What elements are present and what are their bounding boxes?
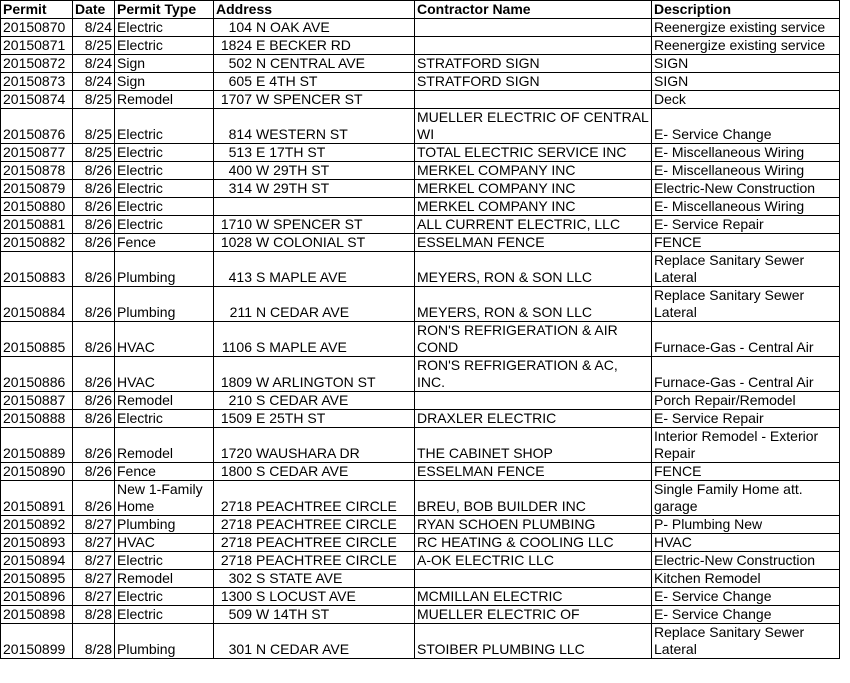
cell-address (214, 624, 415, 659)
cell-date: 8/26 (73, 322, 115, 357)
cell-permit: 20150871 (1, 37, 73, 55)
cell-date: 8/26 (73, 392, 115, 410)
cell-permit-type: Remodel (115, 91, 214, 109)
table-row (1, 552, 840, 570)
cell-address (214, 287, 415, 322)
cell-permit: 20150884 (1, 287, 73, 322)
cell-permit: 20150882 (1, 234, 73, 252)
cell-permit: 20150876 (1, 109, 73, 144)
cell-permit: 20150889 (1, 428, 73, 463)
cell-permit: 20150893 (1, 534, 73, 552)
address-number: 502 (228, 55, 252, 71)
address-street: W COLONIAL ST (256, 234, 366, 250)
cell-address (214, 357, 415, 392)
cell-address (214, 73, 415, 91)
cell-address (214, 252, 415, 287)
cell-description: E- Miscellaneous Wiring (652, 144, 840, 162)
cell-address (214, 588, 415, 606)
cell-description: FENCE (652, 234, 840, 252)
cell-permit-type: Electric (115, 180, 214, 198)
cell-permit-type: Electric (115, 144, 214, 162)
cell-permit-type: Fence (115, 463, 214, 481)
cell-address (214, 516, 415, 534)
cell-description: E- Service Change (652, 588, 840, 606)
address-number: 400 (228, 162, 252, 178)
cell-date: 8/25 (73, 144, 115, 162)
cell-address (214, 570, 415, 588)
table-row (1, 410, 840, 428)
address-street: W 29TH ST (256, 180, 330, 196)
cell-permit: 20150880 (1, 198, 73, 216)
table-row (1, 180, 840, 198)
address-street: E BECKER RD (256, 37, 351, 53)
cell-date: 8/26 (73, 410, 115, 428)
cell-description: Porch Repair/Remodel (652, 392, 840, 410)
cell-address (214, 198, 415, 216)
cell-permit: 20150896 (1, 588, 73, 606)
cell-address (214, 534, 415, 552)
cell-description: P- Plumbing New (652, 516, 840, 534)
cell-address (214, 180, 415, 198)
address-number: 211 (229, 304, 252, 320)
address-number: 2718 (220, 534, 252, 550)
cell-description: Replace Sanitary Sewer Lateral (652, 287, 840, 322)
cell-permit-type: Plumbing (115, 252, 214, 287)
cell-permit-type: Fence (115, 234, 214, 252)
cell-date: 8/26 (73, 481, 115, 516)
cell-permit: 20150894 (1, 552, 73, 570)
table-row (1, 287, 840, 322)
cell-contractor: THE CABINET SHOP (415, 428, 652, 463)
cell-contractor: STRATFORD SIGN (415, 73, 652, 91)
address-street: E 4TH ST (256, 73, 318, 89)
table-row (1, 322, 840, 357)
cell-permit: 20150883 (1, 252, 73, 287)
cell-date: 8/26 (73, 198, 115, 216)
cell-date: 8/28 (73, 606, 115, 624)
cell-permit: 20150888 (1, 410, 73, 428)
cell-permit-type: Electric (115, 552, 214, 570)
cell-permit-type: Electric (115, 216, 214, 234)
cell-permit: 20150898 (1, 606, 73, 624)
table-row (1, 234, 840, 252)
address-number: 2718 (220, 552, 252, 568)
table-row (1, 606, 840, 624)
cell-permit-type: Remodel (115, 392, 214, 410)
table-row (1, 252, 840, 287)
cell-description: Deck (652, 91, 840, 109)
cell-permit-type: Electric (115, 410, 214, 428)
cell-description: Electric-New Construction (652, 180, 840, 198)
address-street: E 25TH ST (256, 410, 326, 426)
table-row (1, 624, 840, 659)
address-number: 1800 (220, 463, 252, 479)
address-number: 1809 (220, 374, 252, 390)
header-address: Address (214, 1, 415, 19)
cell-address (214, 37, 415, 55)
cell-permit: 20150886 (1, 357, 73, 392)
address-number: 814 (228, 126, 252, 142)
cell-contractor: MERKEL COMPANY INC (415, 162, 652, 180)
address-number: 605 (228, 73, 252, 89)
cell-description: FENCE (652, 463, 840, 481)
cell-contractor: MUELLER ELECTRIC OF CENTRAL WI (415, 109, 652, 144)
address-number: 314 (228, 180, 252, 196)
table-row (1, 428, 840, 463)
table-row (1, 534, 840, 552)
cell-date: 8/26 (73, 357, 115, 392)
address-number: 1509 (220, 410, 252, 426)
cell-address (214, 428, 415, 463)
address-number: 1710 (220, 216, 252, 232)
address-street: N CEDAR AVE (256, 304, 350, 320)
header-row (1, 1, 840, 19)
cell-date: 8/26 (73, 162, 115, 180)
cell-date: 8/25 (73, 109, 115, 144)
table-row (1, 570, 840, 588)
cell-description: SIGN (652, 73, 840, 91)
address-street: W SPENCER ST (256, 216, 363, 232)
table-row (1, 55, 840, 73)
cell-description: Electric-New Construction (652, 552, 840, 570)
header-permit: Permit (1, 1, 73, 19)
table-row (1, 392, 840, 410)
cell-permit: 20150899 (1, 624, 73, 659)
cell-date: 8/26 (73, 180, 115, 198)
address-number: 2718 (220, 516, 252, 532)
cell-date: 8/27 (73, 534, 115, 552)
address-street: S CEDAR AVE (256, 463, 349, 479)
cell-permit-type: Electric (115, 19, 214, 37)
cell-permit-type: HVAC (115, 357, 214, 392)
cell-contractor (415, 570, 652, 588)
address-street: PEACHTREE CIRCLE (256, 552, 397, 568)
table-row (1, 37, 840, 55)
cell-description: Single Family Home att. garage (652, 481, 840, 516)
address-street: W 29TH ST (256, 162, 330, 178)
cell-contractor: RC HEATING & COOLING LLC (415, 534, 652, 552)
address-street: W SPENCER ST (256, 91, 363, 107)
cell-contractor: ALL CURRENT ELECTRIC, LLC (415, 216, 652, 234)
header-contractor: Contractor Name (415, 1, 652, 19)
address-number: 1707 (220, 91, 252, 107)
cell-permit: 20150891 (1, 481, 73, 516)
cell-address (214, 91, 415, 109)
cell-description: E- Service Change (652, 606, 840, 624)
cell-description: E- Miscellaneous Wiring (652, 198, 840, 216)
cell-description: Furnace-Gas - Central Air (652, 357, 840, 392)
cell-contractor: STRATFORD SIGN (415, 55, 652, 73)
address-street: PEACHTREE CIRCLE (256, 534, 397, 550)
address-number: 413 (228, 269, 252, 285)
cell-date: 8/24 (73, 73, 115, 91)
cell-permit-type: Plumbing (115, 624, 214, 659)
cell-permit-type: Electric (115, 109, 214, 144)
cell-date: 8/25 (73, 91, 115, 109)
cell-address (214, 162, 415, 180)
cell-permit-type: Plumbing (115, 516, 214, 534)
address-street: WESTERN ST (256, 126, 348, 142)
address-number: 210 (228, 392, 252, 408)
table-row (1, 216, 840, 234)
cell-contractor: MUELLER ELECTRIC OF (415, 606, 652, 624)
header-description: Description (652, 1, 840, 19)
cell-contractor: MCMILLAN ELECTRIC (415, 588, 652, 606)
cell-permit-type: HVAC (115, 534, 214, 552)
cell-permit-type: Remodel (115, 428, 214, 463)
cell-description: E- Service Repair (652, 410, 840, 428)
cell-permit: 20150892 (1, 516, 73, 534)
cell-contractor: TOTAL ELECTRIC SERVICE INC (415, 144, 652, 162)
table-row (1, 198, 840, 216)
cell-address (214, 410, 415, 428)
cell-description: Replace Sanitary Sewer Lateral (652, 252, 840, 287)
cell-permit-type: Electric (115, 606, 214, 624)
cell-permit-type: New 1-Family Home (115, 481, 214, 516)
address-number: 1028 (220, 234, 252, 250)
cell-description: HVAC (652, 534, 840, 552)
cell-permit-type: Electric (115, 588, 214, 606)
address-number: 104 (228, 19, 252, 35)
address-number: 1300 (220, 588, 252, 604)
cell-address (214, 463, 415, 481)
cell-description: Reenergize existing service (652, 19, 840, 37)
cell-contractor: DRAXLER ELECTRIC (415, 410, 652, 428)
cell-date: 8/24 (73, 19, 115, 37)
cell-description: E- Service Change (652, 109, 840, 144)
address-street: S LOCUST AVE (256, 588, 356, 604)
address-number: 513 (228, 144, 252, 160)
address-street: WAUSHARA DR (256, 445, 360, 461)
address-number: 1106 (221, 339, 252, 355)
cell-permit-type: Electric (115, 162, 214, 180)
address-number: 302 (228, 570, 252, 586)
cell-permit-type: Remodel (115, 570, 214, 588)
cell-date: 8/24 (73, 55, 115, 73)
cell-contractor: RON'S REFRIGERATION & AIR COND (415, 322, 652, 357)
cell-date: 8/27 (73, 516, 115, 534)
cell-contractor: STOIBER PLUMBING LLC (415, 624, 652, 659)
table-row (1, 516, 840, 534)
cell-contractor: RYAN SCHOEN PLUMBING (415, 516, 652, 534)
table-row (1, 73, 840, 91)
cell-contractor: MEYERS, RON & SON LLC (415, 252, 652, 287)
cell-date: 8/27 (73, 552, 115, 570)
cell-contractor (415, 91, 652, 109)
cell-contractor: BREU, BOB BUILDER INC (415, 481, 652, 516)
cell-contractor: MERKEL COMPANY INC (415, 180, 652, 198)
address-street: S MAPLE AVE (256, 339, 347, 355)
cell-description: Kitchen Remodel (652, 570, 840, 588)
table-row (1, 91, 840, 109)
cell-permit: 20150870 (1, 19, 73, 37)
address-street: S STATE AVE (256, 570, 343, 586)
cell-permit: 20150873 (1, 73, 73, 91)
cell-contractor (415, 392, 652, 410)
address-street: N CEDAR AVE (256, 641, 350, 657)
cell-contractor (415, 19, 652, 37)
cell-contractor: ESSELMAN FENCE (415, 234, 652, 252)
cell-address (214, 392, 415, 410)
cell-date: 8/27 (73, 570, 115, 588)
cell-address (214, 234, 415, 252)
table-row (1, 162, 840, 180)
address-number: 509 (228, 606, 252, 622)
cell-description: E- Service Repair (652, 216, 840, 234)
cell-contractor: RON'S REFRIGERATION & AC, INC. (415, 357, 652, 392)
cell-date: 8/26 (73, 463, 115, 481)
header-permit-type: Permit Type (115, 1, 214, 19)
cell-address (214, 55, 415, 73)
cell-address (214, 552, 415, 570)
address-number: 301 (228, 641, 252, 657)
cell-permit-type: Electric (115, 198, 214, 216)
cell-description: Replace Sanitary Sewer Lateral (652, 624, 840, 659)
cell-permit: 20150885 (1, 322, 73, 357)
table-row (1, 588, 840, 606)
address-street: PEACHTREE CIRCLE (256, 498, 397, 514)
cell-permit: 20150878 (1, 162, 73, 180)
cell-address (214, 144, 415, 162)
cell-description: E- Miscellaneous Wiring (652, 162, 840, 180)
cell-date: 8/27 (73, 588, 115, 606)
address-street: PEACHTREE CIRCLE (256, 516, 397, 532)
cell-contractor: MEYERS, RON & SON LLC (415, 287, 652, 322)
cell-date: 8/26 (73, 428, 115, 463)
cell-address (214, 481, 415, 516)
table-row (1, 481, 840, 516)
address-street: E 17TH ST (256, 144, 326, 160)
cell-permit-type: HVAC (115, 322, 214, 357)
table-row (1, 463, 840, 481)
cell-permit-type: Sign (115, 73, 214, 91)
address-street: N CENTRAL AVE (256, 55, 365, 71)
cell-date: 8/26 (73, 216, 115, 234)
cell-date: 8/26 (73, 234, 115, 252)
cell-date: 8/26 (73, 252, 115, 287)
address-number: 1720 (220, 445, 252, 461)
cell-permit-type: Electric (115, 37, 214, 55)
cell-permit: 20150881 (1, 216, 73, 234)
cell-description: SIGN (652, 55, 840, 73)
address-street: W 14TH ST (256, 606, 330, 622)
cell-permit: 20150890 (1, 463, 73, 481)
cell-address (214, 216, 415, 234)
cell-permit-type: Plumbing (115, 287, 214, 322)
cell-address (214, 606, 415, 624)
cell-permit: 20150879 (1, 180, 73, 198)
cell-permit: 20150874 (1, 91, 73, 109)
address-street: N OAK AVE (256, 19, 330, 35)
cell-permit: 20150872 (1, 55, 73, 73)
cell-permit: 20150877 (1, 144, 73, 162)
cell-permit-type: Sign (115, 55, 214, 73)
header-date: Date (73, 1, 115, 19)
table-row (1, 19, 840, 37)
address-number: 1824 (220, 37, 252, 53)
table-row (1, 109, 840, 144)
table-row (1, 144, 840, 162)
cell-description: Reenergize existing service (652, 37, 840, 55)
address-number: 2718 (220, 498, 252, 514)
cell-address (214, 109, 415, 144)
cell-date: 8/26 (73, 287, 115, 322)
cell-date: 8/28 (73, 624, 115, 659)
cell-contractor: ESSELMAN FENCE (415, 463, 652, 481)
address-street: W ARLINGTON ST (256, 374, 376, 390)
cell-contractor: MERKEL COMPANY INC (415, 198, 652, 216)
cell-contractor: A-OK ELECTRIC LLC (415, 552, 652, 570)
cell-date: 8/25 (73, 37, 115, 55)
table-row (1, 357, 840, 392)
cell-contractor (415, 37, 652, 55)
cell-address (214, 322, 415, 357)
cell-permit: 20150887 (1, 392, 73, 410)
cell-address (214, 19, 415, 37)
cell-permit: 20150895 (1, 570, 73, 588)
address-street: S CEDAR AVE (256, 392, 349, 408)
cell-description: Interior Remodel - Exterior Repair (652, 428, 840, 463)
address-street: S MAPLE AVE (256, 269, 347, 285)
cell-description: Furnace-Gas - Central Air (652, 322, 840, 357)
